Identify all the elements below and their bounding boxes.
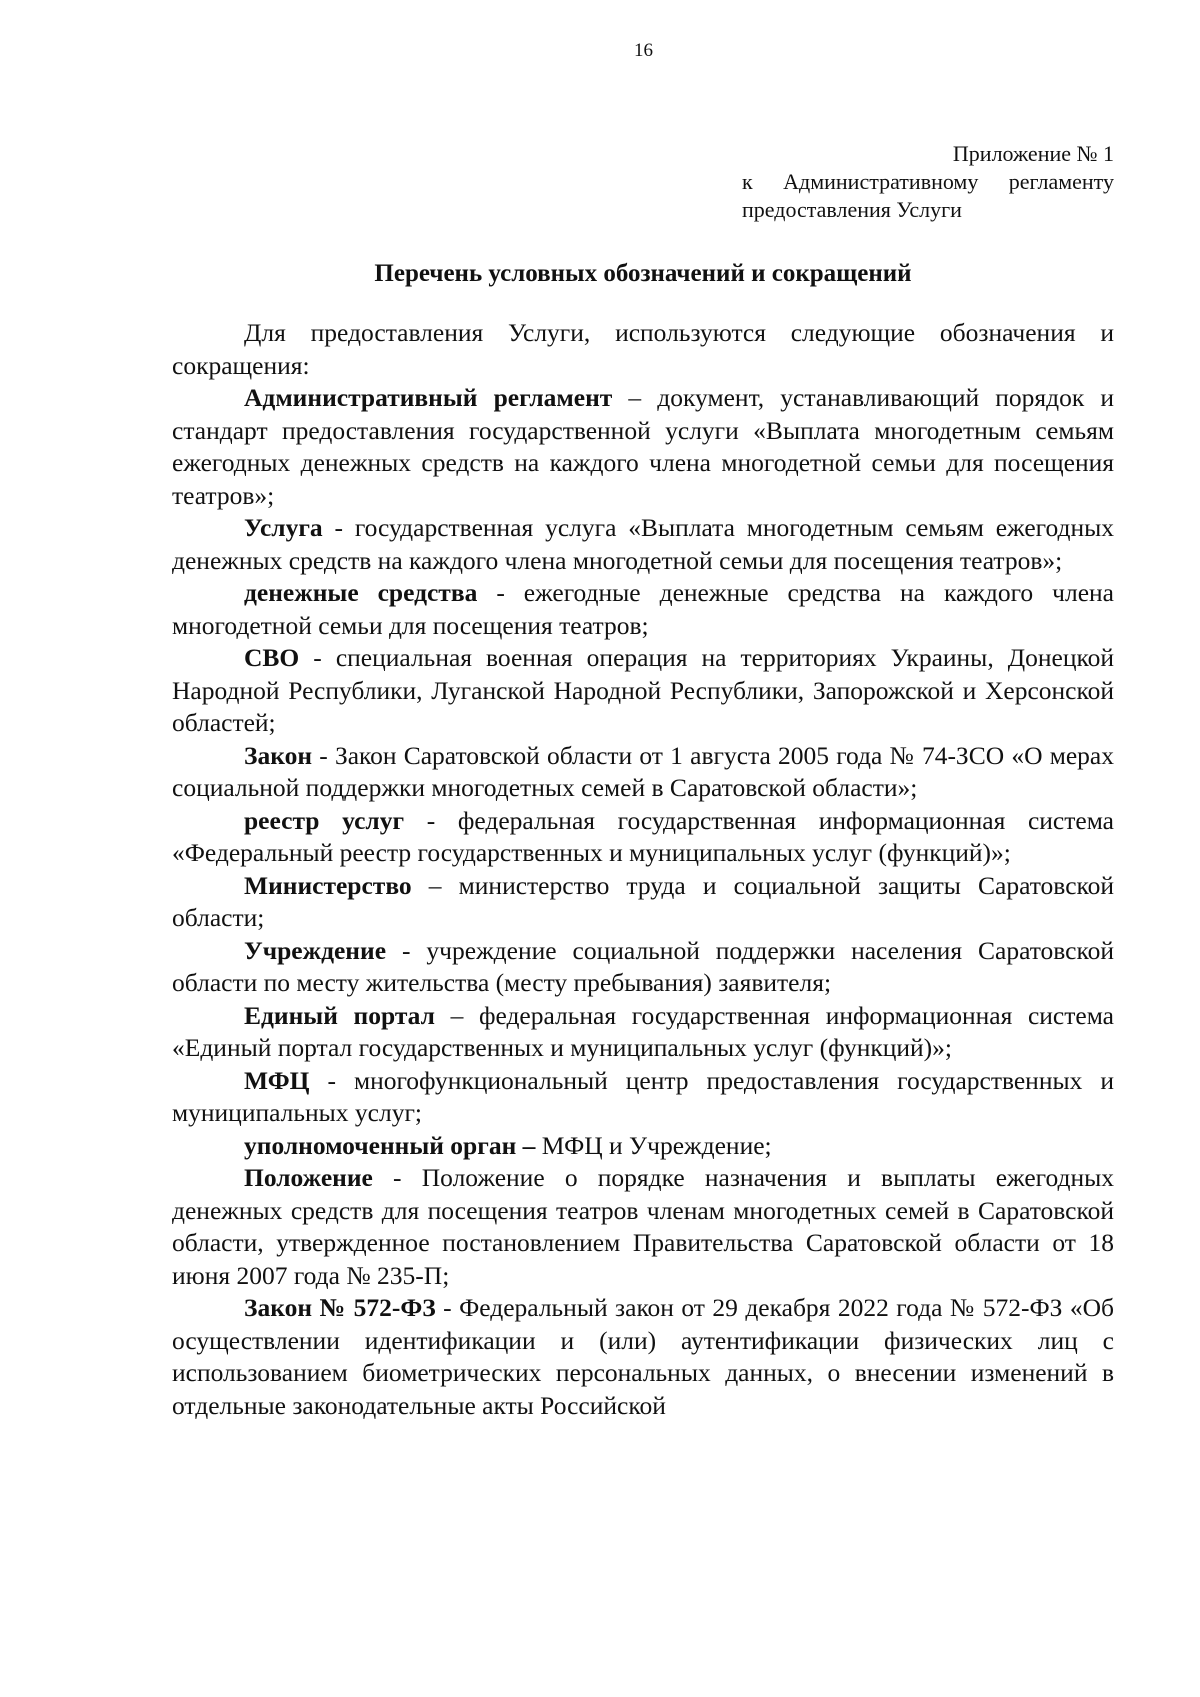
appendix-subject: предоставления Услуги xyxy=(742,197,962,222)
definition-text: ежегодные денежные средства на каждого члена многодетной семьи для посещения театров; xyxy=(172,578,1114,640)
definition-term: Закон № 572-ФЗ xyxy=(244,1293,436,1322)
definition-term: Положение xyxy=(244,1163,373,1192)
definition-term: Министерство xyxy=(244,870,412,900)
definition-text: Положение о порядке назначения и выплаты ежегодных денежных средств для посещения театров членам многодетных семей в Саратовской области, утвержденное постановлением Правительства Саратовской области от 18 июня 2007 года № 235-П; xyxy=(172,1163,1114,1290)
definition-text: МФЦ и Учреждение; xyxy=(541,1130,772,1160)
definition-term: Единый портал xyxy=(244,1000,435,1030)
definition-paragraph xyxy=(172,1065,1114,1130)
definition-separator: – xyxy=(411,870,459,900)
definition-separator: - xyxy=(309,1065,354,1095)
appendix-reference: к Административному регламенту xyxy=(742,169,1114,194)
definition-text: специальная военная операция на территориях Украины, Донецкой Народной Республики, Луганской Народной Республики, Запорожской и Херсонской областей; xyxy=(172,643,1114,737)
definition-term: денежные средства xyxy=(244,578,478,607)
definition-paragraph xyxy=(172,1292,1114,1422)
definition-paragraph xyxy=(172,1162,1114,1292)
definition-separator: - xyxy=(477,578,524,607)
definition-separator: - xyxy=(386,935,427,965)
definition-separator: – xyxy=(612,383,658,412)
definition-text: документ, устанавливающий порядок и стандарт предоставления государственной услуги «Выплата многодетным семьям ежегодных денежных средств на каждого члена многодетной семьи для посещения театров»; xyxy=(172,383,1115,510)
definition-paragraph xyxy=(172,740,1114,805)
definition-term: Закон xyxy=(244,740,313,770)
definition-text: учреждение социальной поддержки населения Саратовской области по месту жительства (месту пребывания) заявителя; xyxy=(172,935,1114,997)
definition-separator: - xyxy=(372,1163,422,1192)
definition-term: МФЦ xyxy=(244,1065,310,1095)
definition-paragraph xyxy=(172,642,1114,740)
definition-text: федеральная государственная информационная система «Единый портал государственных и муниципальных услуг (функций)»; xyxy=(172,1000,1114,1062)
definition-text: Закон Саратовской области от 1 августа 2005 года № 74-ЗСО «О мерах социальной поддержки многодетных семей в Саратовской области»; xyxy=(172,740,1114,802)
definition-paragraph xyxy=(172,805,1114,870)
definition-paragraph xyxy=(172,1130,1114,1163)
document-title: Перечень условных обозначений и сокращений xyxy=(374,260,912,287)
definition-term: Услуга xyxy=(244,513,323,542)
definition-paragraph xyxy=(172,935,1114,1000)
definition-text: Федеральный закон от 29 декабря 2022 года № 572-ФЗ «Об осуществлении идентификации и (или) аутентификации физических лиц с использованием биометрических персональных данных, о внесении изменений в отдельные законодательные акты Российской xyxy=(172,1293,1114,1420)
definition-text: министерство труда и социальной защиты Саратовской области; xyxy=(172,870,1114,932)
definition-separator: - xyxy=(404,805,458,835)
definition-term: Административный регламент xyxy=(244,383,613,412)
definition-term: Учреждение xyxy=(244,935,387,965)
definition-separator: – xyxy=(434,1000,479,1030)
definition-text: государственная услуга «Выплата многодетным семьям ежегодных денежных средств на каждого члена многодетной семьи для посещения театров»; xyxy=(172,513,1114,575)
definition-separator: - xyxy=(299,643,336,672)
definition-paragraph xyxy=(172,512,1114,577)
definition-separator: - xyxy=(322,513,355,542)
definition-term: СВО xyxy=(244,643,300,672)
page-number: 16 xyxy=(634,40,653,61)
definition-separator: - xyxy=(435,1293,460,1322)
definition-term: уполномоченный орган – xyxy=(244,1130,536,1160)
intro-paragraph: Для предоставления Услуги, используются следующие обозначения и сокращения: xyxy=(172,318,1114,380)
definition-term: реестр услуг xyxy=(244,805,405,835)
definition-text: федеральная государственная информационная система «Федеральный реестр государственных и муниципальных услуг (функций)»; xyxy=(172,805,1114,867)
definition-paragraph xyxy=(172,870,1114,935)
appendix-header xyxy=(742,140,1114,224)
document-body xyxy=(172,317,1114,1422)
definition-paragraph xyxy=(172,382,1114,512)
definition-paragraph xyxy=(172,1000,1114,1065)
definition-separator: - xyxy=(312,740,335,770)
definition-text: многофункциональный центр предоставления государственных и муниципальных услуг; xyxy=(172,1065,1114,1127)
appendix-number: Приложение № 1 xyxy=(952,141,1114,166)
definition-paragraph xyxy=(172,577,1114,642)
